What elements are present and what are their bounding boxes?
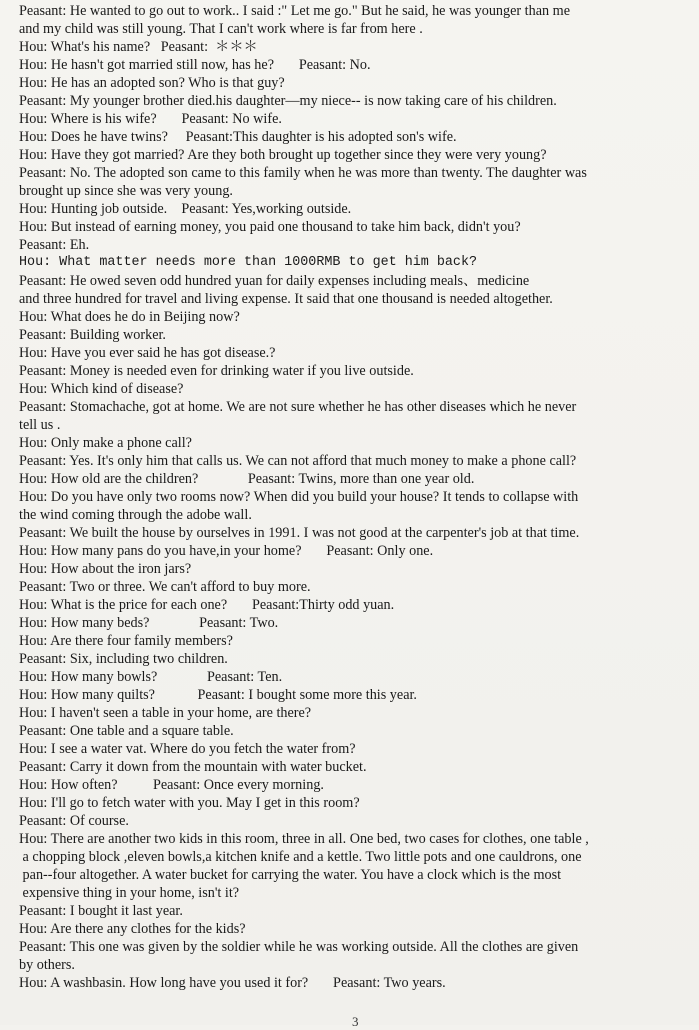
transcript-line: Hou: Hunting job outside. Peasant: Yes,working outside. [19, 201, 352, 217]
transcript-line: expensive thing in your home, isn't it? [19, 885, 240, 901]
transcript-line: Hou: He has an adopted son? Who is that guy? [19, 75, 285, 91]
transcript-line: Peasant: He owed seven odd hundred yuan for daily expenses including meals、medicine [19, 273, 530, 289]
transcript-line: Peasant: He wanted to go out to work.. I said :" Let me go." But he said, he was younger than me [19, 3, 570, 19]
transcript-line: Hou: How old are the children? Peasant: Twins, more than one year old. [19, 471, 475, 487]
transcript-line: Hou: What is the price for each one? Peasant:Thirty odd yuan. [19, 597, 395, 613]
transcript-line: Peasant: My younger brother died.his daughter—my niece-- is now taking care of his children. [19, 93, 557, 109]
transcript-line: Hou: But instead of earning money, you paid one thousand to take him back, didn't you? [19, 219, 521, 235]
transcript-line: Hou: Where is his wife? Peasant: No wife. [19, 111, 282, 127]
transcript-line: Peasant: Building worker. [19, 327, 166, 343]
transcript-line: Hou: How many bowls? Peasant: Ten. [19, 669, 283, 685]
transcript-line: Hou: I see a water vat. Where do you fetch the water from? [19, 741, 356, 757]
transcript-line: Peasant: Six, including two children. [19, 651, 228, 667]
transcript-line: Peasant: We built the house by ourselves in 1991. I was not good at the carpenter's job at that time. [19, 525, 580, 541]
transcript-line: by others. [19, 957, 75, 973]
transcript-line: Peasant: Two or three. We can't afford to buy more. [19, 579, 311, 595]
transcript-line: Hou: There are another two kids in this room, three in all. One bed, two cases for clothes, one table , [19, 831, 589, 847]
transcript-line: Peasant: Of course. [19, 813, 129, 829]
transcript-line: Hou: How about the iron jars? [19, 561, 192, 577]
transcript-line: Peasant: I bought it last year. [19, 903, 183, 919]
interview-transcript [19, 2, 695, 992]
transcript-line: Hou: A washbasin. How long have you used it for? Peasant: Two years. [19, 975, 446, 991]
transcript-line: Peasant: Stomachache, got at home. We are not sure whether he has other diseases which he never [19, 399, 577, 415]
transcript-line: Hou: Does he have twins? Peasant:This daughter is his adopted son's wife. [19, 129, 457, 145]
transcript-line: Peasant: Eh. [19, 237, 90, 253]
transcript-line: Hou: What matter needs more than 1000RMB to get him back? [19, 255, 478, 270]
page-number: 3 [352, 1014, 359, 1029]
transcript-line: pan--four altogether. A water bucket for carrying the water. You have a clock which is the most [19, 867, 562, 883]
transcript-line: Hou: How many quilts? Peasant: I bought some more this year. [19, 687, 417, 703]
transcript-line: Hou: What's his name? Peasant: ＊＊＊ [19, 39, 258, 55]
transcript-line: and my child was still young. That I can't work where is far from here . [19, 21, 423, 37]
transcript-line: Hou: Are there four family members? [19, 633, 233, 649]
transcript-line: Peasant: One table and a square table. [19, 723, 234, 739]
transcript-line: Peasant: This one was given by the soldier while he was working outside. All the clothes are given [19, 939, 579, 955]
transcript-line: Hou: How many beds? Peasant: Two. [19, 615, 279, 631]
transcript-line: Hou: He hasn't got married still now, has he? Peasant: No. [19, 57, 371, 73]
transcript-line: Hou: Which kind of disease? [19, 381, 184, 397]
transcript-line: the wind coming through the adobe wall. [19, 507, 252, 523]
transcript-line: Hou: How often? Peasant: Once every morning. [19, 777, 324, 793]
transcript-line: Hou: Have you ever said he has got disease.? [19, 345, 276, 361]
transcript-line: Peasant: Yes. It's only him that calls us. We can not afford that much money to make a phone call? [19, 453, 577, 469]
transcript-line: tell us . [19, 417, 61, 433]
transcript-line: Hou: Are there any clothes for the kids? [19, 921, 246, 937]
transcript-line: Hou: Do you have only two rooms now? When did you build your house? It tends to collapse with [19, 489, 579, 505]
transcript-line: Hou: How many pans do you have,in your home? Peasant: Only one. [19, 543, 434, 559]
transcript-line: Peasant: Carry it down from the mountain with water bucket. [19, 759, 367, 775]
transcript-line: Peasant: Money is needed even for drinking water if you live outside. [19, 363, 414, 379]
transcript-line: Peasant: No. The adopted son came to this family when he was more than twenty. The daughter was [19, 165, 587, 181]
transcript-line: Hou: I'll go to fetch water with you. May I get in this room? [19, 795, 360, 811]
transcript-line: brought up since she was very young. [19, 183, 233, 199]
transcript-line: a chopping block ,eleven bowls,a kitchen knife and a kettle. Two little pots and one cauldrons, one [19, 849, 582, 865]
transcript-line: and three hundred for travel and living expense. It said that one thousand is needed altogether. [19, 291, 553, 307]
transcript-line: Hou: Have they got married? Are they both brought up together since they were very young? [19, 147, 547, 163]
transcript-line: Hou: What does he do in Beijing now? [19, 309, 240, 325]
transcript-line: Hou: Only make a phone call? [19, 435, 192, 451]
transcript-line: Hou: I haven't seen a table in your home, are there? [19, 705, 312, 721]
